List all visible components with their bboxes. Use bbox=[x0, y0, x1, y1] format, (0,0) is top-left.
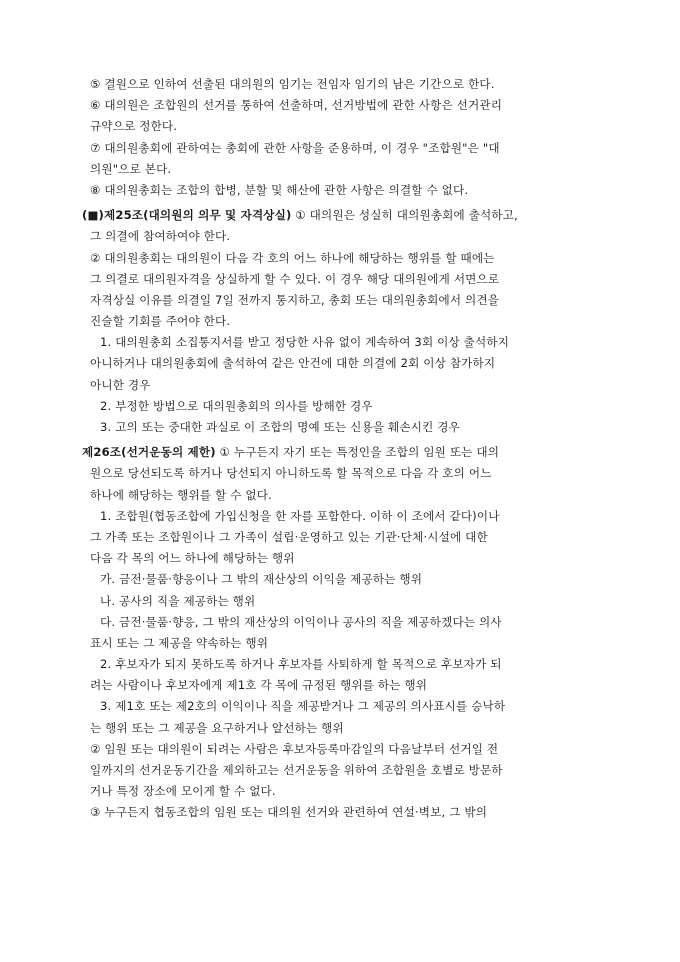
article24-continued bbox=[82, 74, 602, 201]
text-line: 그 의결에 참여하여야 한다. bbox=[90, 229, 231, 244]
text-line: 아니하거나 대의원총회에 출석하여 같은 안건에 대한 의결에 2회 이상 참가하지 bbox=[90, 356, 496, 371]
text-line: ② 대의원총회는 대의원이 다음 각 호의 어느 하나에 해당하는 행위를 할 때에는 bbox=[90, 250, 495, 265]
document-body bbox=[82, 74, 602, 824]
text-line: ⑥ 대의원은 조합원의 선거를 통하여 선출하며, 선거방법에 관한 사항은 선거관리 bbox=[90, 98, 503, 113]
text-line: 2. 부정한 방법으로 대의원총회의 의사를 방해한 경우 bbox=[100, 398, 373, 413]
text-line: ⑤ 결원으로 인하여 선출된 대의원의 임기는 전임자 임기의 남은 기간으로 한다. bbox=[90, 77, 495, 91]
text-line: 3. 제1호 또는 제2호의 이익이나 직을 제공받거나 그 제공의 의사표시를 승낙하 bbox=[100, 699, 506, 714]
text-line: 원으로 당선되도록 하거나 당선되지 아니하도록 할 목적으로 다음 각 호의 어느 bbox=[90, 466, 492, 481]
text-line: 그 가족 또는 조합원이나 그 가족이 설립·운영하고 있는 기관·단체·시설에 대한 bbox=[90, 529, 488, 544]
text-line: 3. 고의 또는 중대한 과실로 이 조합의 명예 또는 신용을 훼손시킨 경우 bbox=[100, 420, 460, 434]
text-line: 2. 후보자가 되지 못하도록 하거나 후보자를 사퇴하게 할 목적으로 후보자가 되 bbox=[100, 657, 502, 672]
text-line: 하나에 해당하는 행위를 할 수 없다. bbox=[90, 487, 272, 502]
text-line: 려는 사람이나 후보자에게 제1호 각 목에 규정된 행위를 하는 행위 bbox=[90, 678, 428, 693]
text-line: 가. 금전·물품·향응이나 그 밖의 재산상의 이익을 제공하는 행위 bbox=[100, 572, 423, 587]
text-line: 1. 조합원(협동조합에 가입신청을 한 자를 포함한다. 이하 이 조에서 같다)이나 bbox=[100, 508, 500, 523]
text-line: 일까지의 선거운동기간을 제외하고는 선거운동을 위하여 조합원을 호별로 방문하 bbox=[90, 763, 503, 777]
text-line: 표시 또는 그 제공을 약속하는 행위 bbox=[90, 635, 269, 650]
text-line: 진술할 기회를 주어야 한다. bbox=[90, 314, 231, 329]
article25-first-clause: ① 대의원은 성실히 대의원총회에 출석하고, bbox=[295, 208, 518, 223]
text-line: 나. 공사의 직을 제공하는 행위 bbox=[100, 593, 256, 608]
text-line: 거나 특정 장소에 모이게 할 수 없다. bbox=[90, 784, 276, 799]
article26-first-clause: ① 누구든지 자기 또는 특정인을 조합의 임원 또는 대의 bbox=[219, 445, 500, 460]
article25-body bbox=[82, 226, 602, 438]
article26-body bbox=[82, 463, 602, 823]
text-line: 는 행위 또는 그 제공을 요구하거나 알선하는 행위 bbox=[90, 720, 344, 735]
article26-heading: 제26조(선거운동의 제한) bbox=[82, 445, 216, 460]
text-line: 그 의결로 대의원자격을 상실하게 할 수 있다. 이 경우 해당 대의원에게 서면으로 bbox=[90, 271, 500, 286]
text-line: ② 임원 또는 대의원이 되려는 사람은 후보자등록마감일의 다음날부터 선거일 전 bbox=[90, 741, 499, 756]
text-line: ⑧ 대의원총회는 조합의 합병, 분할 및 해산에 관한 사항은 의결할 수 없다. bbox=[90, 182, 469, 197]
text-line: 다음 각 목의 어느 하나에 해당하는 행위 bbox=[90, 551, 295, 566]
article25-heading: (■)제25조(대의원의 의무 및 자격상실) bbox=[82, 208, 292, 223]
text-line: 규약으로 정한다. bbox=[90, 119, 178, 134]
text-line: 다. 금전·물품·향응, 그 밖의 재산상의 이익이나 공사의 직을 제공하겠다는 의사 bbox=[100, 614, 502, 629]
text-line: 자격상실 이유를 의결일 7일 전까지 통지하고, 총회 또는 대의원총회에서 의견을 bbox=[90, 292, 500, 307]
text-line: 1. 대의원총회 소집통지서를 받고 정당한 사유 없이 계속하여 3회 이상 출석하지 bbox=[100, 335, 510, 350]
text-line: ③ 누구든지 협동조합의 임원 또는 대의원 선거와 관련하여 연설·벽보, 그 밖의 bbox=[90, 805, 488, 820]
text-line: 의원"으로 본다. bbox=[90, 161, 172, 176]
text-line: ⑦ 대의원총회에 관하여는 총회에 관한 사항을 준용하며, 이 경우 "조합원"은 "대 bbox=[90, 140, 500, 155]
article25-first-line bbox=[82, 205, 602, 226]
article26-first-line bbox=[82, 442, 602, 463]
text-line: 아니한 경우 bbox=[90, 377, 151, 392]
